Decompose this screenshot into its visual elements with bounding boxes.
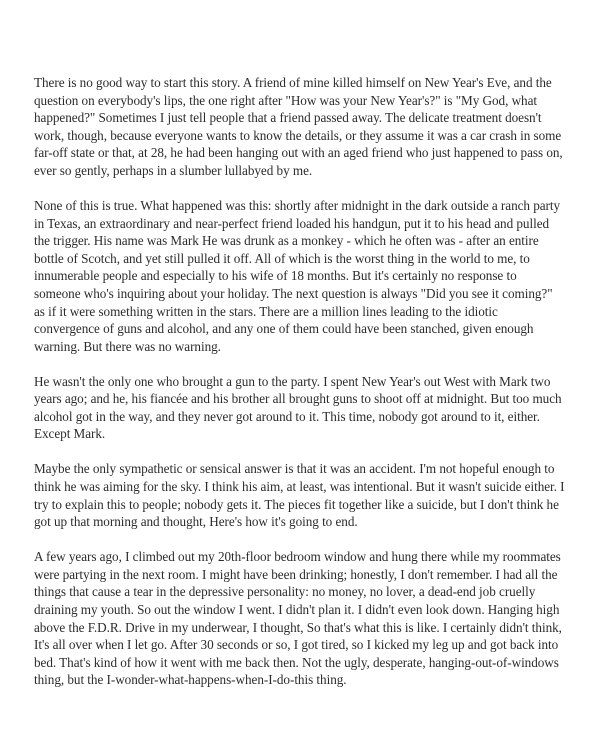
paragraph-guns-at-party: He wasn't the only one who brought a gun to the party. I spent New Year's out West with Mark two years ago; and he, his fiancée and his brother all brought guns to shoot off at midnight. But too much alcohol got in the way, and they never got around to it. This time, nobody got around to it, either. Except Mark. [34,373,562,442]
document-page [34,74,566,706]
paragraph-accident: Maybe the only sympathetic or sensical answer is that it was an accident. I'm not hopeful enough to think he was aiming for the sky. I think his aim, at least, was intentional. But it wasn't suicide either. I try to explain this to people; nobody gets it. The pieces fit together like a suicide, but I don't think he got up that morning and thought, Here's how it's going to end. [34,461,565,530]
paragraph-opening: There is no good way to start this story. A friend of mine killed himself on New Year's Eve, and the question on everybody's lips, the one right after "How was your New Year's?" is "My God, what happened?" Sometimes I just tell people that a friend passed away. The delicate treatment doesn't work, though, because everyone wants to know the details, or they assume it was a car crash in some far-off state or that, at 28, he had been hanging out with an aged friend who just happened to pass on, ever so gently, perhaps in a slumber lullabyed by me. [34,75,563,178]
paragraph-window: A few years ago, I climbed out my 20th-floor bedroom window and hung there while my roommates were partying in the next room. I might have been drinking; honestly, I don't remember. I had all the things that cause a tear in the depressive personality: no money, no lover, a dead-end job cruelly draining my youth. So out the window I went. I didn't plan it. I didn't even look down. Hanging high above the F.D.R. Drive in my underwear, I thought, So that's what this is like. I certainly didn't think, It's all over when I let go. After 30 seconds or so, I got tired, so I kicked my leg up and got back into bed. That's kind of how it went with me back then. Not the ugly, desperate, hanging-out-of-windows thing, but the I-wonder-what-happens-when-I-do-this thing. [34,549,562,688]
paragraph-what-happened: None of this is true. What happened was this: shortly after midnight in the dark outside a ranch party in Texas, an extraordinary and near-perfect friend loaded his handgun, put it to his head and pulled the trigger. His name was Mark He was drunk as a monkey - which he often was - after an entire bottle of Scotch, and yet still pulled it off. All of which is the worst thing in the world to me, to innumerable people and especially to his wife of 18 months. But it's certainly no response to someone who's inquiring about your holiday. The next question is always "Did you see it coming?" as if it were something written in the stars. There are a million lines leading to the idiotic convergence of guns and alcohol, and any one of them could have been stanched, given enough warning. But there was no warning. [34,197,561,354]
